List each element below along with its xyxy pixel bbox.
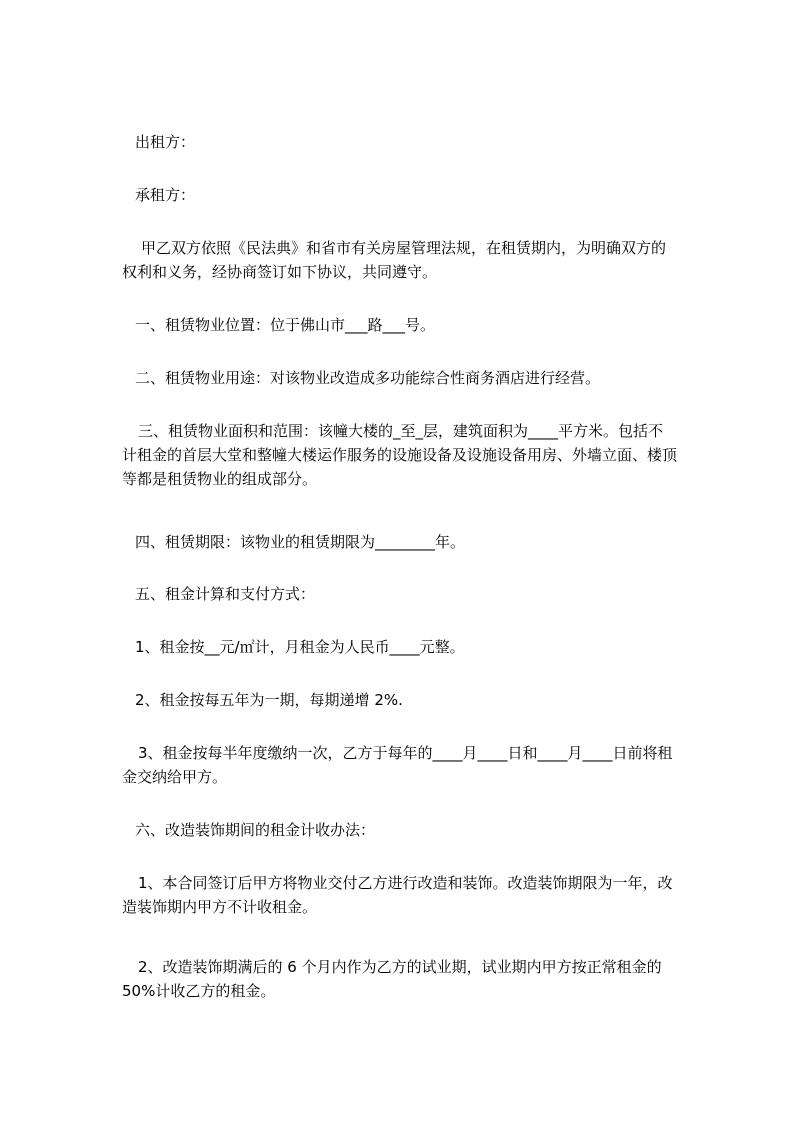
lessor-line: 出租方： (135, 133, 196, 151)
clause-3-paragraph: 三、租赁物业面积和范围：该幢大楼的_至_层，建筑面积为____平方米。包括不 计租金的首层大堂和整幢大楼运作服务的设施设备及设施设备用房、外墙立面、楼顶 等都是租赁物业的组成部分。 (122, 422, 678, 488)
clause-6-1-paragraph: 1、本合同签订后甲方将物业交付乙方进行改造和装饰。改造装饰期限为一年，改 造装饰期内甲方不计收租金。 (122, 874, 673, 916)
clause-6-heading: 六、改造装饰期间的租金计收办法： (135, 821, 376, 839)
clause-5-3-paragraph: 3、租金按每半年度缴纳一次，乙方于每年的____月____日和____月____日前将租 金交纳给甲方。 (122, 744, 673, 786)
clause-2-paragraph: 二、租赁物业用途：对该物业改造成多功能综合性商务酒店进行经营。 (135, 369, 601, 387)
clause-1-paragraph: 一、租赁物业位置：位于佛山市___路___号。 (135, 316, 436, 334)
lessee-line: 承租方： (135, 186, 196, 204)
clause-5-heading: 五、租金计算和支付方式： (135, 585, 316, 603)
clause-5-2-paragraph: 2、租金按每五年为一期，每期递增 2%. (135, 691, 403, 709)
clause-6-2-paragraph: 2、改造装饰期满后的 6 个月内作为乙方的试业期，试业期内甲方按正常租金的 50%计收乙方的租金。 (122, 958, 662, 1000)
clause-5-1-paragraph: 1、租金按__元/㎡计，月租金为人民币____元整。 (135, 638, 465, 656)
preamble-paragraph: 甲乙双方依照《民法典》和省市有关房屋管理法规，在租赁期内，为明确双方的 权利和义务，经协商签订如下协议，共同遵守。 (122, 239, 667, 281)
clause-4-paragraph: 四、租赁期限：该物业的租赁期限为________年。 (135, 533, 466, 551)
